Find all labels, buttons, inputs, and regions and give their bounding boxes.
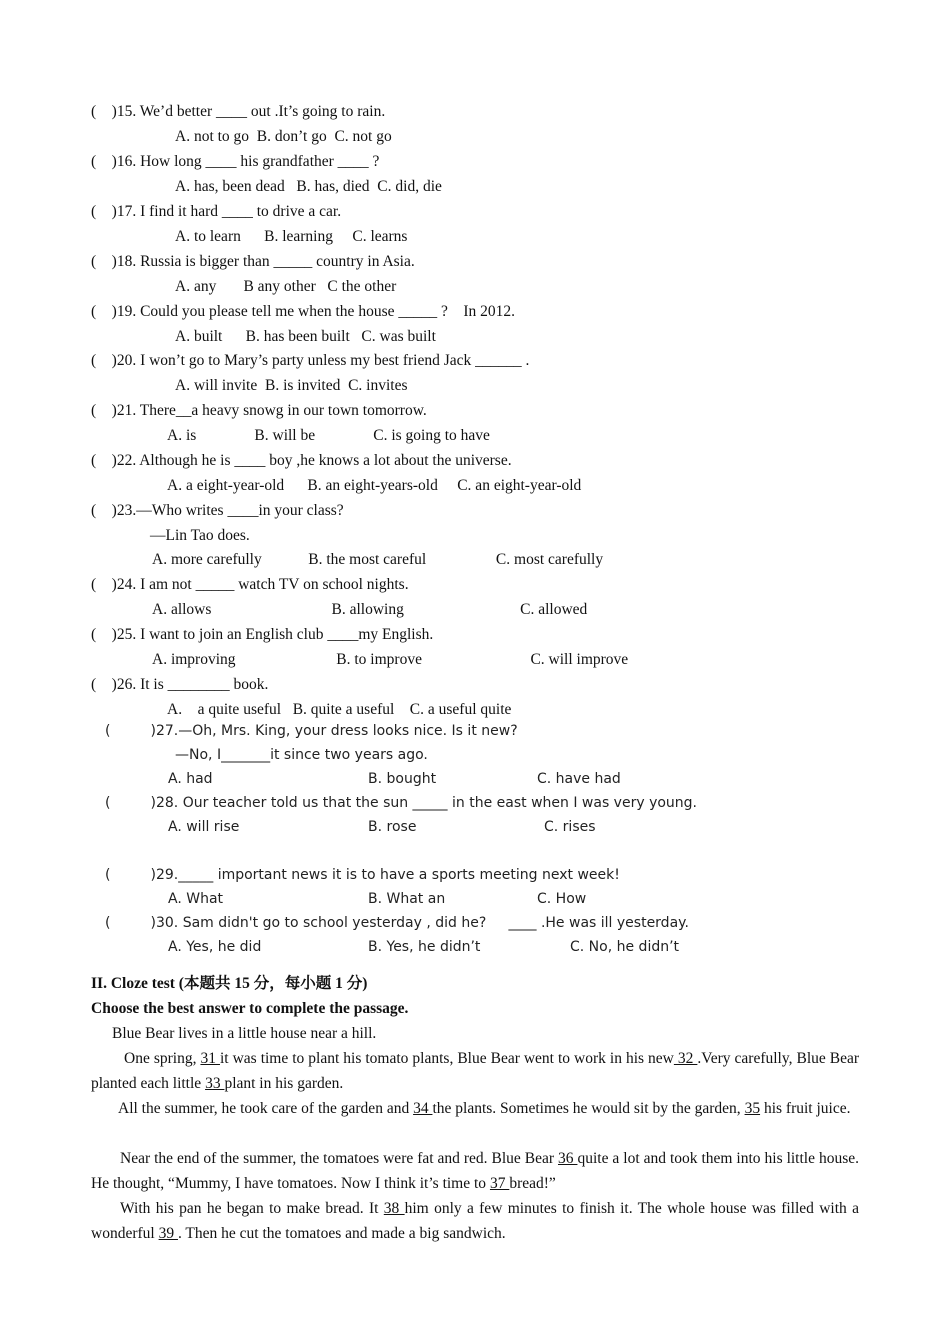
cloze-p5-text-c: . Then he cut the tomatoes and made a big sandwich. — [177, 1225, 506, 1242]
question-29-option-a: A. What — [168, 891, 224, 907]
question-19: ( )19. Could you please tell me when the house _____ ? In 2012. — [91, 303, 516, 320]
question-30-option-b: B. Yes, he didn’t — [368, 939, 481, 955]
cloze-p2-text-c: .Very carefully, Blue Bear planted each little — [91, 1050, 860, 1092]
cloze-p3-text-a: All the summer, he took care of the garden and — [118, 1100, 414, 1117]
cloze-p3-text-b: the plants. Sometimes he would sit by the garden, — [432, 1100, 745, 1117]
question-29: ( )29._____ important news it is to have a sports meeting next week! — [105, 867, 620, 883]
cloze-blank-39: 39 — [158, 1225, 178, 1242]
question-23: ( )23.—Who writes ____in your class? — [91, 502, 344, 519]
question-27-option-a: A. had — [168, 771, 213, 787]
question-28-option-c: C. rises — [544, 819, 596, 835]
cloze-blank-35: 35 — [744, 1100, 761, 1117]
question-21-options: A. is B. will be C. is going to have — [167, 427, 490, 444]
cloze-p5-text-b: him only a few minutes to finish it. The whole house was filled with a wonderful — [91, 1200, 859, 1242]
question-15: ( )15. We’d better ____ out .It’s going to rain. — [91, 103, 386, 120]
question-26: ( )26. It is ________ book. — [91, 676, 269, 693]
question-18: ( )18. Russia is bigger than _____ country in Asia. — [91, 253, 415, 270]
question-28-option-b: B. rose — [368, 819, 417, 835]
question-20-options: A. will invite B. is invited C. invites — [175, 377, 408, 394]
cloze-blank-38: 38 — [383, 1200, 405, 1217]
cloze-instruction: Choose the best answer to complete the passage. — [91, 1000, 409, 1017]
question-17-options: A. to learn B. learning C. learns — [175, 228, 408, 245]
cloze-paragraph-1 — [91, 1021, 859, 1046]
question-27-option-c: C. have had — [537, 771, 621, 787]
question-27-option-b: B. bought — [368, 771, 437, 787]
cloze-blank-31: 31 — [200, 1050, 220, 1067]
cloze-p5-text-a: With his pan he began to make bread. It — [120, 1200, 384, 1217]
question-24: ( )24. I am not _____ watch TV on school nights. — [91, 576, 409, 593]
question-29-option-c: C. How — [537, 891, 587, 907]
cloze-p2-text-b: it was time to plant his tomato plants, Blue Bear went to work in his new — [219, 1050, 674, 1067]
question-27-answer: —No, I_______it since two years ago. — [175, 747, 428, 763]
question-25-options: A. improving B. to improve C. will improve — [152, 651, 629, 668]
question-24-options: A. allows B. allowing C. allowed — [152, 601, 588, 618]
question-15-options: A. not to go B. don’t go C. not go — [175, 128, 392, 145]
question-28: ( )28. Our teacher told us that the sun _____ in the east when I was very young. — [105, 795, 698, 811]
question-16: ( )16. How long ____ his grandfather ____ ? — [91, 153, 380, 170]
cloze-blank-37: 37 — [489, 1175, 510, 1192]
cloze-blank-32: 32 — [673, 1050, 698, 1067]
question-22-options: A. a eight-year-old B. an eight-years-old C. an eight-year-old — [167, 477, 582, 494]
cloze-paragraph-2 — [91, 1046, 859, 1096]
question-23-options: A. more carefully B. the most careful C. most carefully — [152, 551, 604, 568]
question-25: ( )25. I want to join an English club ____my English. — [91, 626, 434, 643]
question-21: ( )21. There__a heavy snowg in our town tomorrow. — [91, 402, 427, 419]
cloze-blank-34: 34 — [413, 1100, 433, 1117]
cloze-p4-text-b: quite a lot and took them into his little house. He thought, “Mummy, I have tomatoes. Now I think it’s time to — [91, 1150, 859, 1192]
cloze-paragraph-5 — [91, 1196, 859, 1246]
question-29-option-b: B. What an — [368, 891, 446, 907]
question-17: ( )17. I find it hard ____ to drive a car. — [91, 203, 342, 220]
cloze-heading: II. Cloze test (本题共 15 分，每小题 1 分) — [91, 975, 368, 992]
cloze-p1-text: Blue Bear lives in a little house near a hill. — [112, 1025, 377, 1042]
cloze-blank-36: 36 — [557, 1150, 578, 1167]
question-30-option-c: C. No, he didn’t — [570, 939, 680, 955]
question-30: ( )30. Sam didn't go to school yesterday , did he? ____ .He was ill yesterday. — [105, 915, 689, 931]
question-22: ( )22. Although he is ____ boy ,he knows a lot about the universe. — [91, 452, 512, 469]
question-18-options: A. any B any other C the other — [175, 278, 397, 295]
cloze-p4-text-c: bread!” — [509, 1175, 556, 1192]
question-23-answer: —Lin Tao does. — [150, 527, 250, 544]
cloze-p2-text-d: plant in his garden. — [224, 1075, 344, 1092]
question-26-options: A. a quite useful B. quite a useful C. a useful quite — [167, 701, 512, 718]
cloze-p3-text-c: his fruit juice. — [760, 1100, 851, 1117]
question-28-option-a: A. will rise — [168, 819, 240, 835]
cloze-p2-text-a: One spring, — [124, 1050, 201, 1067]
question-27: ( )27.—Oh, Mrs. King, your dress looks nice. Is it new? — [105, 723, 518, 739]
cloze-paragraph-4 — [91, 1146, 859, 1196]
question-30-option-a: A. Yes, he did — [168, 939, 262, 955]
question-16-options: A. has, been dead B. has, died C. did, die — [175, 178, 442, 195]
question-19-options: A. built B. has been built C. was built — [175, 328, 436, 345]
cloze-paragraph-3 — [91, 1096, 859, 1121]
question-20: ( )20. I won’t go to Mary’s party unless my best friend Jack ______ . — [91, 352, 530, 369]
cloze-p4-text-a: Near the end of the summer, the tomatoes were fat and red. Blue Bear — [120, 1150, 558, 1167]
cloze-blank-33: 33 — [205, 1075, 225, 1092]
